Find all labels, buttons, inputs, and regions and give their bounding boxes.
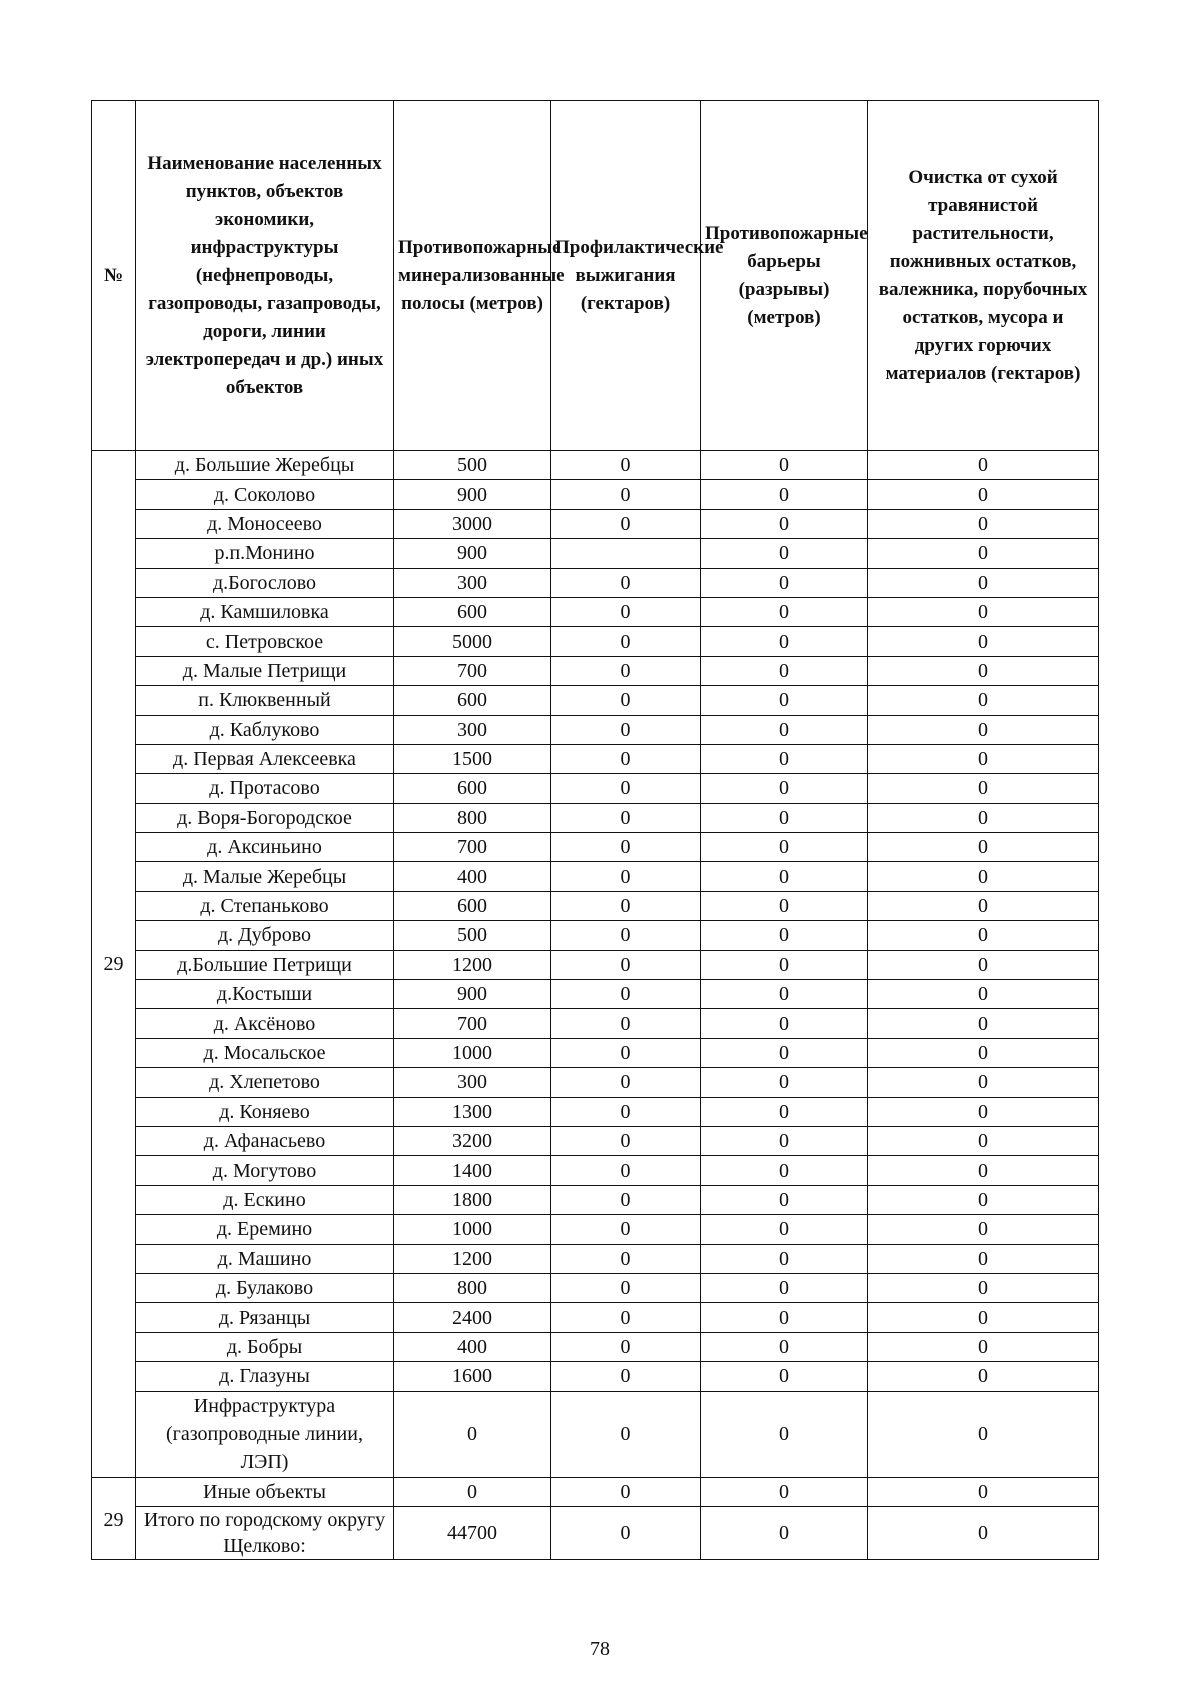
cell-burning: 0	[551, 480, 701, 509]
page-number: 78	[590, 1638, 610, 1660]
cell-barriers: 0	[701, 921, 868, 950]
table-row	[92, 1244, 1099, 1273]
cell-barriers: 0	[701, 803, 868, 832]
cell-cleaning: 0	[868, 774, 1099, 803]
cell-cleaning: 0	[868, 1362, 1099, 1391]
cell-barriers: 0	[701, 833, 868, 862]
cell-burning: 0	[551, 1391, 701, 1477]
cell-burning: 0	[551, 980, 701, 1009]
cell-strips: 0	[394, 1391, 551, 1477]
cell-burning: 0	[551, 656, 701, 685]
cell-name: д. Глазуны	[136, 1362, 394, 1391]
cell-strips: 900	[394, 480, 551, 509]
table-row	[92, 1038, 1099, 1067]
header-cleaning: Очистка от сухой травянистой растительности, пожнивных остатков, валежника, порубочных остатков, мусора и других горючих материалов (гектаров)	[868, 101, 1099, 451]
cell-strips: 400	[394, 862, 551, 891]
cell-name: д. Коняево	[136, 1097, 394, 1126]
cell-barriers: 0	[701, 715, 868, 744]
cell-cleaning: 0	[868, 1215, 1099, 1244]
cell-strips: 2400	[394, 1303, 551, 1332]
header-row	[92, 101, 1099, 451]
cell-strips: 700	[394, 656, 551, 685]
cell-strips: 300	[394, 715, 551, 744]
cell-burning: 0	[551, 1273, 701, 1302]
cell-cleaning: 0	[868, 715, 1099, 744]
cell-barriers: 0	[701, 539, 868, 568]
cell-strips: 1400	[394, 1156, 551, 1185]
header-number: №	[92, 101, 136, 451]
cell-strips: 800	[394, 803, 551, 832]
cell-strips: 300	[394, 568, 551, 597]
cell-strips: 1000	[394, 1038, 551, 1067]
header-name: Наименование населенных пунктов, объектов экономики, инфраструктуры (нефнепроводы, газопроводы, газапроводы, дороги, линии электропередач и др.) иных объектов	[136, 101, 394, 451]
cell-cleaning: 0	[868, 1391, 1099, 1477]
cell-name: д. Дуброво	[136, 921, 394, 950]
cell-barriers: 0	[701, 1303, 868, 1332]
cell-cleaning: 0	[868, 891, 1099, 920]
table-row	[92, 480, 1099, 509]
cell-burning: 0	[551, 891, 701, 920]
cell-barriers: 0	[701, 451, 868, 480]
cell-cleaning: 0	[868, 1126, 1099, 1155]
cell-name: д. Первая Алексеевка	[136, 744, 394, 773]
cell-barriers: 0	[701, 1156, 868, 1185]
cell-strips: 500	[394, 451, 551, 480]
cell-strips: 600	[394, 597, 551, 626]
total-cell-barriers: 0	[701, 1506, 868, 1559]
cell-barriers: 0	[701, 1097, 868, 1126]
total-cell-strips: 44700	[394, 1506, 551, 1559]
cell-cleaning: 0	[868, 921, 1099, 950]
cell-name: р.п.Монино	[136, 539, 394, 568]
cell-barriers: 0	[701, 1038, 868, 1067]
cell-barriers: 0	[701, 862, 868, 891]
cell-name: п. Клюквенный	[136, 686, 394, 715]
table-row	[92, 686, 1099, 715]
cell-name: д. Булаково	[136, 1273, 394, 1302]
cell-barriers: 0	[701, 950, 868, 979]
cell-name: Иные объекты	[136, 1477, 394, 1506]
cell-strips: 1200	[394, 1244, 551, 1273]
table-row	[92, 568, 1099, 597]
cell-strips: 1300	[394, 1097, 551, 1126]
fire-safety-table	[91, 100, 1099, 1560]
cell-strips: 5000	[394, 627, 551, 656]
cell-cleaning: 0	[868, 451, 1099, 480]
cell-name: д. Машино	[136, 1244, 394, 1273]
cell-burning: 0	[551, 1156, 701, 1185]
cell-strips: 600	[394, 774, 551, 803]
cell-strips: 1000	[394, 1215, 551, 1244]
cell-cleaning: 0	[868, 744, 1099, 773]
cell-name: д. Соколово	[136, 480, 394, 509]
cell-barriers: 0	[701, 1185, 868, 1214]
cell-burning: 0	[551, 1185, 701, 1214]
cell-cleaning: 0	[868, 1068, 1099, 1097]
table-row	[92, 1215, 1099, 1244]
cell-name: д. Бобры	[136, 1332, 394, 1361]
cell-cleaning: 0	[868, 1244, 1099, 1273]
cell-barriers: 0	[701, 1068, 868, 1097]
cell-name: д. Аксёново	[136, 1009, 394, 1038]
cell-strips: 3200	[394, 1126, 551, 1155]
cell-burning: 0	[551, 1126, 701, 1155]
cell-name: д. Афанасьево	[136, 1126, 394, 1155]
cell-strips: 700	[394, 833, 551, 862]
cell-burning: 0	[551, 744, 701, 773]
cell-barriers: 0	[701, 656, 868, 685]
cell-barriers: 0	[701, 627, 868, 656]
cell-name: д. Малые Жеребцы	[136, 862, 394, 891]
cell-burning: 0	[551, 803, 701, 832]
total-row	[92, 1506, 1099, 1559]
cell-cleaning: 0	[868, 803, 1099, 832]
cell-burning: 0	[551, 1068, 701, 1097]
table-row	[92, 744, 1099, 773]
cell-cleaning: 0	[868, 480, 1099, 509]
cell-name: с. Петровское	[136, 627, 394, 656]
cell-strips: 400	[394, 1332, 551, 1361]
cell-burning: 0	[551, 568, 701, 597]
table-row	[92, 1273, 1099, 1302]
cell-name: д. Рязанцы	[136, 1303, 394, 1332]
table-row	[92, 451, 1099, 480]
table-row	[92, 950, 1099, 979]
cell-name: д. Воря-Богородское	[136, 803, 394, 832]
header-burning: Профилактические выжигания (гектаров)	[551, 101, 701, 451]
cell-strips: 800	[394, 1273, 551, 1302]
cell-name: Инфраструктура (газопроводные линии, ЛЭП)	[136, 1391, 394, 1477]
cell-name: д.Костыши	[136, 980, 394, 1009]
cell-strips: 1200	[394, 950, 551, 979]
cell-cleaning: 0	[868, 1332, 1099, 1361]
cell-strips: 0	[394, 1477, 551, 1506]
cell-burning: 0	[551, 509, 701, 538]
cell-cleaning: 0	[868, 1273, 1099, 1302]
cell-cleaning: 0	[868, 862, 1099, 891]
table-row	[92, 509, 1099, 538]
table-row	[92, 862, 1099, 891]
cell-burning: 0	[551, 1097, 701, 1126]
cell-barriers: 0	[701, 980, 868, 1009]
cell-burning: 0	[551, 1009, 701, 1038]
cell-name: д. Могутово	[136, 1156, 394, 1185]
cell-name: д. Камшиловка	[136, 597, 394, 626]
cell-barriers: 0	[701, 568, 868, 597]
cell-burning: 0	[551, 715, 701, 744]
infrastructure-row	[92, 1391, 1099, 1477]
table-row	[92, 627, 1099, 656]
cell-barriers: 0	[701, 1126, 868, 1155]
cell-name: д. Каблуково	[136, 715, 394, 744]
cell-burning: 0	[551, 1038, 701, 1067]
cell-cleaning: 0	[868, 1009, 1099, 1038]
cell-barriers: 0	[701, 686, 868, 715]
cell-barriers: 0	[701, 509, 868, 538]
cell-cleaning: 0	[868, 980, 1099, 1009]
group-number-cell: 29	[92, 451, 136, 1478]
table-row	[92, 1303, 1099, 1332]
cell-burning: 0	[551, 921, 701, 950]
table-row	[92, 891, 1099, 920]
cell-name: д. Степаньково	[136, 891, 394, 920]
other-objects-row	[92, 1477, 1099, 1506]
total-number-cell: 29	[92, 1477, 136, 1559]
cell-strips: 600	[394, 891, 551, 920]
total-cell-cleaning: 0	[868, 1506, 1099, 1559]
cell-barriers: 0	[701, 1477, 868, 1506]
cell-strips: 300	[394, 1068, 551, 1097]
table-row	[92, 1332, 1099, 1361]
cell-cleaning: 0	[868, 568, 1099, 597]
table-row	[92, 833, 1099, 862]
cell-name: д. Ескино	[136, 1185, 394, 1214]
cell-burning: 0	[551, 451, 701, 480]
cell-burning: 0	[551, 686, 701, 715]
cell-cleaning: 0	[868, 1303, 1099, 1332]
cell-cleaning: 0	[868, 833, 1099, 862]
cell-strips: 500	[394, 921, 551, 950]
table-row	[92, 921, 1099, 950]
cell-barriers: 0	[701, 1332, 868, 1361]
header-barriers: Противопожарные барьеры (разрывы) (метров)	[701, 101, 868, 451]
cell-strips: 1500	[394, 744, 551, 773]
cell-cleaning: 0	[868, 686, 1099, 715]
cell-cleaning: 0	[868, 539, 1099, 568]
cell-barriers: 0	[701, 480, 868, 509]
cell-cleaning: 0	[868, 509, 1099, 538]
table-row	[92, 715, 1099, 744]
cell-name: д. Моносеево	[136, 509, 394, 538]
cell-strips: 600	[394, 686, 551, 715]
cell-barriers: 0	[701, 774, 868, 803]
cell-burning: 0	[551, 627, 701, 656]
cell-burning: 0	[551, 597, 701, 626]
cell-strips: 3000	[394, 509, 551, 538]
table-row	[92, 1156, 1099, 1185]
table-row	[92, 539, 1099, 568]
cell-cleaning: 0	[868, 1185, 1099, 1214]
cell-burning: 0	[551, 1362, 701, 1391]
cell-strips: 900	[394, 539, 551, 568]
table-row	[92, 656, 1099, 685]
cell-burning: 0	[551, 1477, 701, 1506]
cell-name: д. Большие Жеребцы	[136, 451, 394, 480]
cell-strips: 900	[394, 980, 551, 1009]
table-row	[92, 803, 1099, 832]
table-row	[92, 1185, 1099, 1214]
cell-name: д. Еремино	[136, 1215, 394, 1244]
cell-barriers: 0	[701, 1391, 868, 1477]
cell-burning: 0	[551, 1303, 701, 1332]
cell-cleaning: 0	[868, 597, 1099, 626]
cell-burning: 0	[551, 950, 701, 979]
cell-name: д. Малые Петрищи	[136, 656, 394, 685]
table-row	[92, 1362, 1099, 1391]
cell-barriers: 0	[701, 1362, 868, 1391]
table-row	[92, 597, 1099, 626]
cell-cleaning: 0	[868, 1156, 1099, 1185]
cell-cleaning: 0	[868, 1038, 1099, 1067]
cell-cleaning: 0	[868, 1477, 1099, 1506]
cell-burning: 0	[551, 1215, 701, 1244]
cell-barriers: 0	[701, 891, 868, 920]
cell-barriers: 0	[701, 1215, 868, 1244]
table-row	[92, 1097, 1099, 1126]
cell-name: д.Богослово	[136, 568, 394, 597]
cell-burning: 0	[551, 1244, 701, 1273]
cell-cleaning: 0	[868, 627, 1099, 656]
table-row	[92, 980, 1099, 1009]
cell-name: д. Протасово	[136, 774, 394, 803]
table-row	[92, 1009, 1099, 1038]
cell-strips: 1800	[394, 1185, 551, 1214]
cell-name: д. Хлепетово	[136, 1068, 394, 1097]
cell-barriers: 0	[701, 744, 868, 773]
cell-barriers: 0	[701, 1244, 868, 1273]
table-row	[92, 774, 1099, 803]
cell-cleaning: 0	[868, 950, 1099, 979]
cell-burning: 0	[551, 862, 701, 891]
table-row	[92, 1068, 1099, 1097]
total-cell-name: Итого по городскому округу Щелково:	[136, 1506, 394, 1559]
cell-burning: 0	[551, 1332, 701, 1361]
cell-name: д. Аксиньино	[136, 833, 394, 862]
cell-strips: 1600	[394, 1362, 551, 1391]
cell-name: д.Большие Петрищи	[136, 950, 394, 979]
table-body	[92, 451, 1099, 1560]
cell-burning: 0	[551, 833, 701, 862]
cell-barriers: 0	[701, 1009, 868, 1038]
cell-cleaning: 0	[868, 656, 1099, 685]
header-strips: Противопожарные минерализованные полосы (метров)	[394, 101, 551, 451]
cell-cleaning: 0	[868, 1097, 1099, 1126]
cell-burning: 0	[551, 774, 701, 803]
total-cell-burning: 0	[551, 1506, 701, 1559]
cell-name: д. Мосальское	[136, 1038, 394, 1067]
cell-barriers: 0	[701, 1273, 868, 1302]
cell-strips: 700	[394, 1009, 551, 1038]
table-row	[92, 1126, 1099, 1155]
cell-barriers: 0	[701, 597, 868, 626]
cell-burning	[551, 539, 701, 568]
